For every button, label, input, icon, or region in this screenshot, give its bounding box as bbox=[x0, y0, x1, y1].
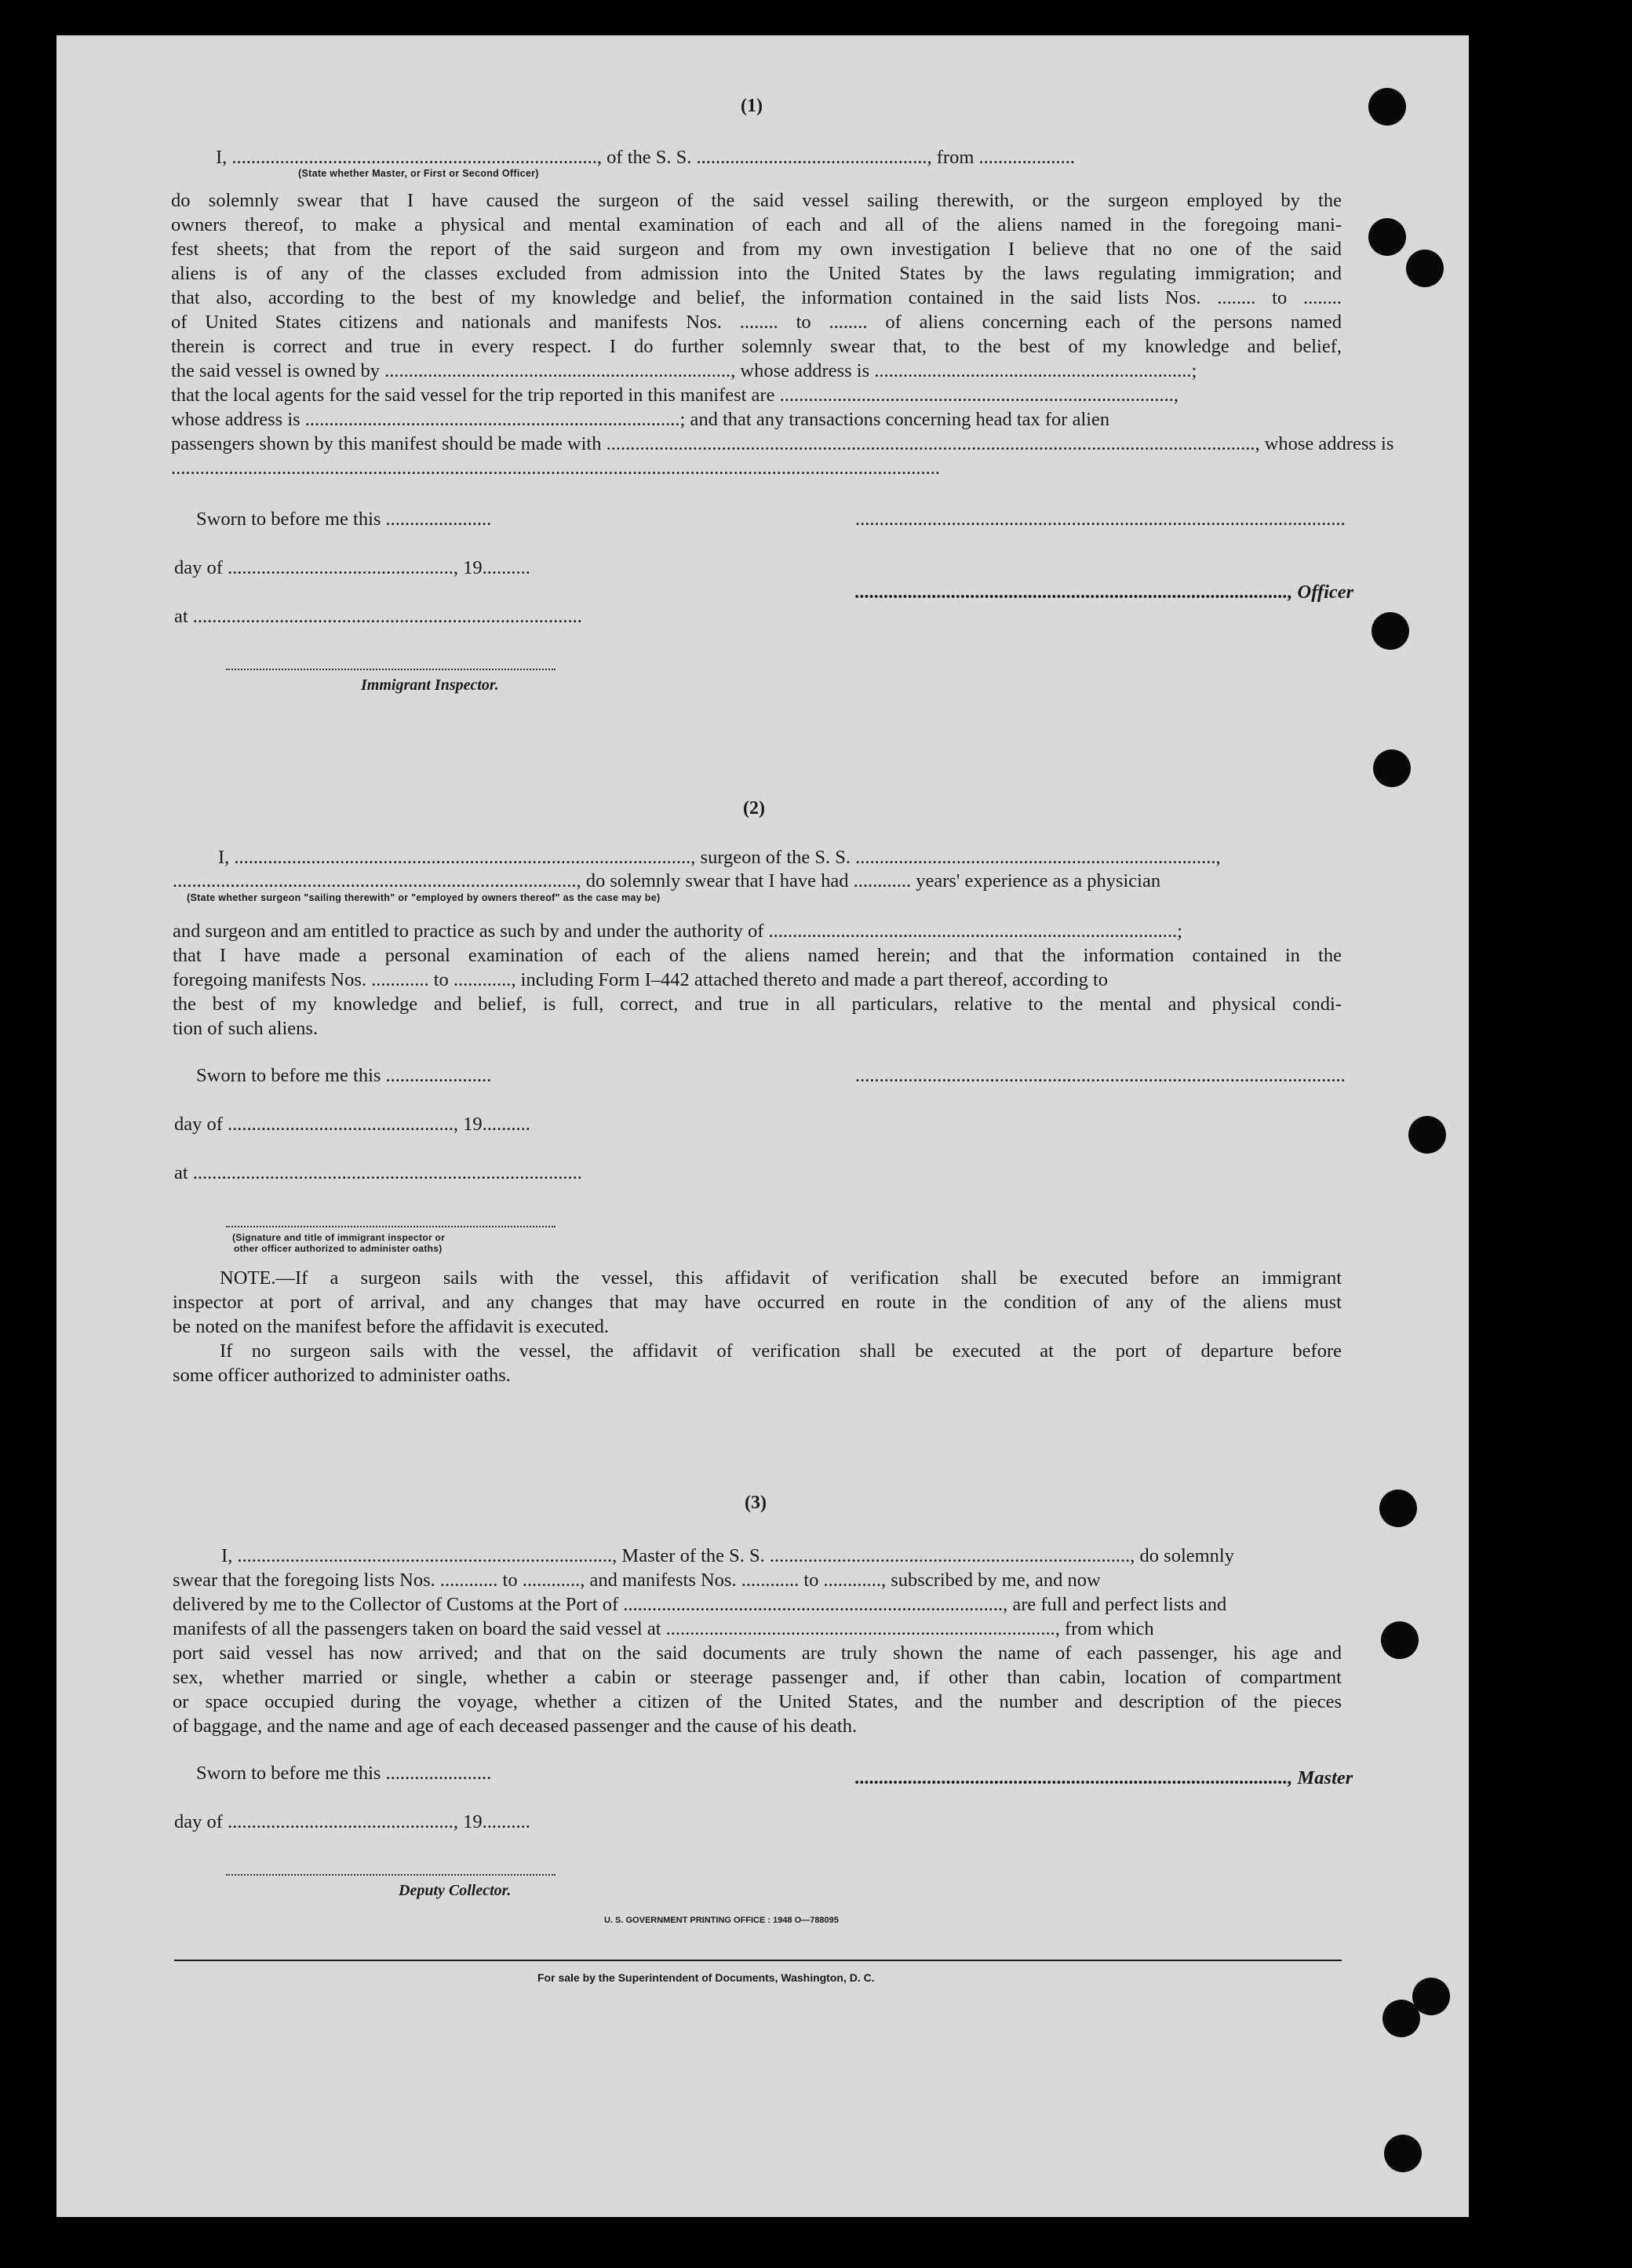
sale-note: For sale by the Superintendent of Documents, Washington, D. C. bbox=[537, 1971, 875, 1984]
punch-hole bbox=[1373, 749, 1411, 787]
section-2-heading: (2) bbox=[743, 798, 765, 819]
punch-hole bbox=[1379, 1490, 1417, 1527]
s1-day: day of ..............................................., 19.......... bbox=[174, 557, 530, 578]
s1-line: that the local agents for the said vessel for the trip reported in this manifest are .................................................................................., bbox=[171, 385, 1178, 406]
s2-line: foregoing manifests Nos. ............ to ............, including Form I–442 attached thereto and made a part thereof, according to bbox=[173, 969, 1109, 990]
punch-hole bbox=[1408, 1116, 1446, 1154]
s1-line: do solemnly swear that I have caused the surgeon of the said vessel sailing therewith, or the surgeon employed by the bbox=[171, 190, 1342, 211]
s3-day: day of ..............................................., 19.......... bbox=[174, 1811, 530, 1832]
punch-hole bbox=[1372, 612, 1409, 650]
s3-line: delivered by me to the Collector of Customs at the Port of ..............................................................................., are full and perfect lists and bbox=[173, 1594, 1227, 1615]
s1-line: the said vessel is owned by ........................................................................, whose address is ..................................................................; bbox=[171, 360, 1197, 381]
s1-line: fest sheets; that from the report of the said surgeon and from my own investigation I believe that no one of the said bbox=[171, 239, 1342, 260]
s1-line: of United States citizens and nationals and manifests Nos. ........ to ........ of aliens concerning each of the persons named bbox=[171, 312, 1342, 333]
s2-day: day of ..............................................., 19.......... bbox=[174, 1114, 530, 1135]
s1-line: whose address is ..............................................................................; and that any transactions concerning head tax for alien bbox=[171, 409, 1110, 430]
s1-officer bbox=[855, 581, 1354, 604]
s1-line: I, ............................................................................, of the S. S. ................................................, from .................... bbox=[216, 147, 1075, 168]
s2-at: at ................................................................................. bbox=[174, 1162, 582, 1183]
officer-label: .........................................................................................., Officer bbox=[855, 582, 1354, 603]
s3-line: manifests of all the passengers taken on board the said vessel at ................................................................................., from which bbox=[173, 1618, 1154, 1639]
s1-line: ................................................................................................................................................................ bbox=[171, 458, 940, 479]
sig-note-2: other officer authorized to administer oaths) bbox=[234, 1243, 443, 1254]
s2-line: the best of my knowledge and belief, is full, correct, and true in all particulars, relative to the mental and physical condi- bbox=[173, 994, 1342, 1015]
punch-hole bbox=[1412, 1978, 1450, 2015]
master-label: .........................................................................................., Master bbox=[855, 1767, 1353, 1789]
s3-line: I, .............................................................................., Master of the S. S. ..........................................................................., do solemnly bbox=[221, 1545, 1234, 1566]
section-1-heading: (1) bbox=[741, 96, 763, 116]
s2-blank: ...................................................................................................... bbox=[855, 1065, 1346, 1086]
s2-line: ...................................................................................., do solemnly swear that I have had ............ years' experience as a physician bbox=[173, 870, 1161, 892]
s2-line: and surgeon and am entitled to practice as such by and under the authority of .....................................................................................; bbox=[173, 921, 1182, 942]
surgeon-note: (State whether surgeon "sailing therewith" or "employed by owners thereof" as the case may be) bbox=[187, 892, 661, 903]
gpo-imprint: U. S. GOVERNMENT PRINTING OFFICE : 1948 O—788095 bbox=[604, 1916, 839, 1925]
inspector-signature-line bbox=[226, 669, 556, 670]
s2-line: I, ..............................................................................................., surgeon of the S. S. ..........................................................................., bbox=[218, 847, 1221, 868]
note-line: NOTE.—If a surgeon sails with the vessel, this affidavit of verification shall be executed before an immigrant bbox=[220, 1267, 1342, 1289]
s3-line: port said vessel has now arrived; and that on the said documents are truly shown the name of each passenger, his age and bbox=[173, 1643, 1342, 1664]
s1-line: owners thereof, to make a physical and mental examination of each and all of the aliens named in the foregoing mani- bbox=[171, 214, 1342, 235]
deputy-label: Deputy Collector. bbox=[399, 1882, 512, 1899]
punch-hole bbox=[1384, 2135, 1422, 2172]
sig-note-1: (Signature and title of immigrant inspector or bbox=[232, 1232, 446, 1243]
s3-line: of baggage, and the name and age of each deceased passenger and the cause of his death. bbox=[173, 1716, 858, 1737]
s1-line: aliens is of any of the classes excluded from admission into the United States by the laws regulating immigration; and bbox=[171, 263, 1342, 284]
punch-hole bbox=[1368, 88, 1406, 126]
s1-at: at ................................................................................. bbox=[174, 606, 582, 627]
punch-hole bbox=[1381, 1621, 1419, 1659]
punch-hole bbox=[1368, 218, 1406, 256]
s3-master bbox=[855, 1767, 1353, 1790]
note-line: inspector at port of arrival, and any changes that may have occurred en route in the condition of any of the aliens must bbox=[173, 1292, 1342, 1313]
s3-line: or space occupied during the voyage, whether a citizen of the United States, and the number and description of the pieces bbox=[173, 1691, 1342, 1712]
master-note: (State whether Master, or First or Second Officer) bbox=[298, 168, 539, 179]
note-line: be noted on the manifest before the affidavit is executed. bbox=[173, 1316, 610, 1337]
s1-officer-blank: ...................................................................................................... bbox=[855, 509, 1346, 530]
note-line: If no surgeon sails with the vessel, the affidavit of verification shall be executed at the port of departure before bbox=[220, 1340, 1342, 1362]
s1-line: therein is correct and true in every respect. I do further solemnly swear that, to the best of my knowledge and belief, bbox=[171, 336, 1342, 357]
inspector-label: Immigrant Inspector. bbox=[361, 676, 499, 694]
s2-line: that I have made a personal examination of each of the aliens named herein; and that the information contained in the bbox=[173, 945, 1342, 966]
s1-sworn: Sworn to before me this ...................... bbox=[196, 509, 492, 530]
s3-line: sex, whether married or single, whether a cabin or steerage passenger and, if other than cabin, location of compartment bbox=[173, 1667, 1342, 1688]
deputy-signature-line bbox=[226, 1874, 556, 1876]
section-3-heading: (3) bbox=[745, 1493, 767, 1513]
s2-sworn: Sworn to before me this ...................... bbox=[196, 1065, 492, 1086]
s2-line: tion of such aliens. bbox=[173, 1018, 319, 1039]
note-line: some officer authorized to administer oaths. bbox=[173, 1365, 511, 1386]
page-edge bbox=[1455, 31, 1487, 2213]
footer-rule bbox=[174, 1960, 1342, 1961]
punch-hole bbox=[1406, 250, 1444, 287]
s1-line: that also, according to the best of my knowledge and belief, the information contained in the said lists Nos. ........ to ........ bbox=[171, 287, 1342, 308]
s1-line: passengers shown by this manifest should be made with ......................................................................................................................................., whose address is bbox=[171, 433, 1394, 454]
s3-line: swear that the foregoing lists Nos. ............ to ............, and manifests Nos. ............ to ............, subscribed by me, and now bbox=[173, 1570, 1101, 1591]
s3-sworn: Sworn to before me this ...................... bbox=[196, 1763, 492, 1784]
s2-signature-line bbox=[226, 1226, 556, 1227]
